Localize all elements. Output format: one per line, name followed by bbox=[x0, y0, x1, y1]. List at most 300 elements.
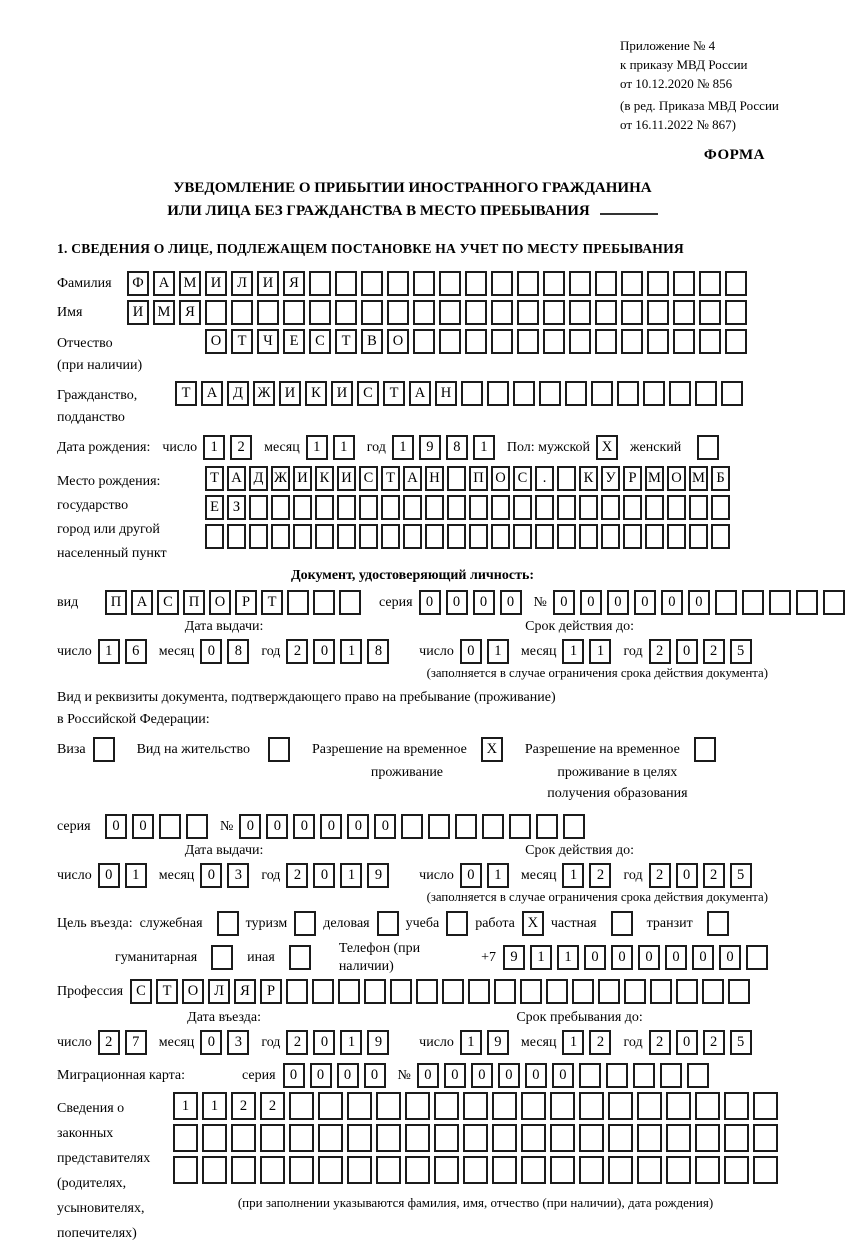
char-box[interactable] bbox=[461, 381, 483, 406]
birthplace-boxes-row1[interactable] bbox=[205, 466, 730, 491]
char-box[interactable] bbox=[347, 1156, 372, 1184]
char-box[interactable] bbox=[557, 524, 576, 549]
char-box[interactable]: Н bbox=[425, 466, 444, 491]
char-box[interactable] bbox=[695, 1124, 720, 1152]
char-box[interactable]: А bbox=[409, 381, 431, 406]
purpose-business-checkbox[interactable] bbox=[377, 911, 399, 936]
profession-boxes[interactable] bbox=[130, 979, 750, 1004]
doc-issue-day-boxes[interactable] bbox=[98, 639, 147, 664]
char-box[interactable]: 0 bbox=[719, 945, 741, 970]
char-box[interactable]: Т bbox=[381, 466, 400, 491]
char-box[interactable] bbox=[173, 1156, 198, 1184]
purpose-work-checkbox[interactable]: X bbox=[522, 911, 544, 936]
char-box[interactable]: К bbox=[305, 381, 327, 406]
char-box[interactable]: 1 bbox=[340, 639, 362, 664]
char-box[interactable] bbox=[695, 1092, 720, 1120]
char-box[interactable] bbox=[624, 979, 646, 1004]
char-box[interactable]: 1 bbox=[306, 435, 328, 460]
char-box[interactable] bbox=[669, 381, 691, 406]
char-box[interactable]: С bbox=[513, 466, 532, 491]
char-box[interactable] bbox=[621, 329, 643, 354]
char-box[interactable] bbox=[335, 300, 357, 325]
char-box[interactable]: Т bbox=[175, 381, 197, 406]
doc-type-boxes[interactable] bbox=[105, 590, 361, 615]
purpose-tourism-checkbox[interactable] bbox=[294, 911, 316, 936]
char-box[interactable] bbox=[647, 300, 669, 325]
char-box[interactable]: 0 bbox=[584, 945, 606, 970]
char-box[interactable] bbox=[724, 1124, 749, 1152]
char-box[interactable]: П bbox=[183, 590, 205, 615]
char-box[interactable] bbox=[637, 1156, 662, 1184]
char-box[interactable]: 0 bbox=[500, 590, 522, 615]
char-box[interactable] bbox=[721, 381, 743, 406]
char-box[interactable] bbox=[595, 271, 617, 296]
char-box[interactable]: 1 bbox=[392, 435, 414, 460]
char-box[interactable] bbox=[563, 814, 585, 839]
char-box[interactable] bbox=[359, 524, 378, 549]
char-box[interactable]: О bbox=[205, 329, 227, 354]
doc-seriya-boxes[interactable] bbox=[419, 590, 522, 615]
char-box[interactable]: О bbox=[387, 329, 409, 354]
char-box[interactable] bbox=[550, 1156, 575, 1184]
char-box[interactable]: 0 bbox=[676, 1030, 698, 1055]
char-box[interactable] bbox=[699, 271, 721, 296]
char-box[interactable] bbox=[491, 271, 513, 296]
doc-valid-day-boxes[interactable] bbox=[460, 639, 509, 664]
char-box[interactable] bbox=[725, 329, 747, 354]
char-box[interactable]: 0 bbox=[310, 1063, 332, 1088]
char-box[interactable]: 0 bbox=[98, 863, 120, 888]
char-box[interactable] bbox=[159, 814, 181, 839]
char-box[interactable] bbox=[442, 979, 464, 1004]
char-box[interactable]: 1 bbox=[460, 1030, 482, 1055]
birth-year-boxes[interactable] bbox=[392, 435, 495, 460]
char-box[interactable]: В bbox=[361, 329, 383, 354]
residence-valid-day-boxes[interactable] bbox=[460, 863, 509, 888]
char-box[interactable]: 0 bbox=[460, 639, 482, 664]
char-box[interactable]: 2 bbox=[260, 1092, 285, 1120]
char-box[interactable]: 1 bbox=[98, 639, 120, 664]
char-box[interactable]: У bbox=[601, 466, 620, 491]
char-box[interactable]: К bbox=[315, 466, 334, 491]
char-box[interactable] bbox=[823, 590, 845, 615]
char-box[interactable] bbox=[257, 300, 279, 325]
char-box[interactable] bbox=[339, 590, 361, 615]
char-box[interactable] bbox=[491, 300, 513, 325]
char-box[interactable]: Ж bbox=[271, 466, 290, 491]
char-box[interactable]: 0 bbox=[200, 639, 222, 664]
char-box[interactable] bbox=[286, 979, 308, 1004]
char-box[interactable] bbox=[608, 1092, 633, 1120]
char-box[interactable]: 2 bbox=[649, 1030, 671, 1055]
char-box[interactable] bbox=[517, 329, 539, 354]
char-box[interactable] bbox=[186, 814, 208, 839]
char-box[interactable]: 0 bbox=[471, 1063, 493, 1088]
char-box[interactable] bbox=[521, 1124, 546, 1152]
char-box[interactable] bbox=[494, 979, 516, 1004]
char-box[interactable] bbox=[491, 524, 510, 549]
char-box[interactable] bbox=[318, 1092, 343, 1120]
char-box[interactable] bbox=[543, 329, 565, 354]
char-box[interactable] bbox=[387, 271, 409, 296]
char-box[interactable] bbox=[260, 1124, 285, 1152]
char-box[interactable] bbox=[469, 524, 488, 549]
char-box[interactable] bbox=[359, 495, 378, 520]
char-box[interactable]: 5 bbox=[730, 863, 752, 888]
char-box[interactable]: 2 bbox=[589, 1030, 611, 1055]
char-box[interactable]: 0 bbox=[460, 863, 482, 888]
char-box[interactable] bbox=[695, 381, 717, 406]
char-box[interactable] bbox=[439, 300, 461, 325]
char-box[interactable] bbox=[205, 524, 224, 549]
char-box[interactable] bbox=[579, 524, 598, 549]
char-box[interactable] bbox=[689, 495, 708, 520]
char-box[interactable] bbox=[315, 495, 334, 520]
residence-num-boxes[interactable] bbox=[239, 814, 585, 839]
char-box[interactable]: 0 bbox=[446, 590, 468, 615]
char-box[interactable]: 9 bbox=[487, 1030, 509, 1055]
char-box[interactable] bbox=[202, 1124, 227, 1152]
char-box[interactable]: 2 bbox=[98, 1030, 120, 1055]
residence-valid-year-boxes[interactable] bbox=[649, 863, 752, 888]
char-box[interactable] bbox=[725, 300, 747, 325]
char-box[interactable]: И bbox=[293, 466, 312, 491]
char-box[interactable]: 1 bbox=[589, 639, 611, 664]
purpose-humanitarian-checkbox[interactable] bbox=[211, 945, 233, 970]
char-box[interactable] bbox=[637, 1092, 662, 1120]
char-box[interactable]: 8 bbox=[367, 639, 389, 664]
char-box[interactable]: 1 bbox=[203, 435, 225, 460]
char-box[interactable] bbox=[543, 300, 565, 325]
char-box[interactable]: З bbox=[227, 495, 246, 520]
char-box[interactable]: 0 bbox=[661, 590, 683, 615]
char-box[interactable]: Т bbox=[231, 329, 253, 354]
char-box[interactable]: 0 bbox=[676, 639, 698, 664]
char-box[interactable]: М bbox=[645, 466, 664, 491]
char-box[interactable]: И bbox=[205, 271, 227, 296]
purpose-official-checkbox[interactable] bbox=[217, 911, 239, 936]
char-box[interactable] bbox=[753, 1124, 778, 1152]
guardians-boxes-row3[interactable] bbox=[173, 1156, 778, 1184]
char-box[interactable]: 0 bbox=[607, 590, 629, 615]
char-box[interactable]: 2 bbox=[230, 435, 252, 460]
char-box[interactable]: 1 bbox=[173, 1092, 198, 1120]
char-box[interactable]: 0 bbox=[444, 1063, 466, 1088]
char-box[interactable]: 0 bbox=[132, 814, 154, 839]
name-boxes[interactable] bbox=[127, 300, 747, 325]
char-box[interactable] bbox=[468, 979, 490, 1004]
char-box[interactable] bbox=[753, 1156, 778, 1184]
char-box[interactable] bbox=[227, 524, 246, 549]
char-box[interactable]: П bbox=[469, 466, 488, 491]
char-box[interactable]: 0 bbox=[200, 1030, 222, 1055]
char-box[interactable] bbox=[403, 495, 422, 520]
char-box[interactable] bbox=[637, 1124, 662, 1152]
char-box[interactable] bbox=[699, 300, 721, 325]
char-box[interactable] bbox=[753, 1092, 778, 1120]
char-box[interactable]: 2 bbox=[703, 863, 725, 888]
char-box[interactable] bbox=[439, 329, 461, 354]
char-box[interactable] bbox=[536, 814, 558, 839]
migration-seriya-boxes[interactable] bbox=[283, 1063, 386, 1088]
char-box[interactable] bbox=[617, 381, 639, 406]
char-box[interactable]: 0 bbox=[200, 863, 222, 888]
char-box[interactable]: 1 bbox=[487, 639, 509, 664]
char-box[interactable]: 2 bbox=[286, 863, 308, 888]
char-box[interactable] bbox=[557, 495, 576, 520]
residence-issue-year-boxes[interactable] bbox=[286, 863, 389, 888]
char-box[interactable]: 0 bbox=[266, 814, 288, 839]
char-box[interactable]: 1 bbox=[473, 435, 495, 460]
char-box[interactable] bbox=[487, 381, 509, 406]
char-box[interactable]: 8 bbox=[446, 435, 468, 460]
char-box[interactable]: 9 bbox=[503, 945, 525, 970]
char-box[interactable]: А bbox=[153, 271, 175, 296]
char-box[interactable] bbox=[315, 524, 334, 549]
char-box[interactable]: 0 bbox=[552, 1063, 574, 1088]
char-box[interactable] bbox=[455, 814, 477, 839]
char-box[interactable] bbox=[645, 524, 664, 549]
char-box[interactable] bbox=[205, 300, 227, 325]
char-box[interactable]: С bbox=[157, 590, 179, 615]
char-box[interactable] bbox=[711, 524, 730, 549]
char-box[interactable] bbox=[509, 814, 531, 839]
char-box[interactable]: О bbox=[667, 466, 686, 491]
char-box[interactable] bbox=[309, 271, 331, 296]
char-box[interactable] bbox=[287, 590, 309, 615]
char-box[interactable] bbox=[465, 300, 487, 325]
char-box[interactable]: 2 bbox=[649, 863, 671, 888]
char-box[interactable] bbox=[492, 1124, 517, 1152]
stay-day-boxes[interactable] bbox=[460, 1030, 509, 1055]
char-box[interactable]: 0 bbox=[313, 639, 335, 664]
char-box[interactable] bbox=[715, 590, 737, 615]
char-box[interactable]: 1 bbox=[562, 639, 584, 664]
citizenship-boxes[interactable] bbox=[175, 381, 743, 406]
char-box[interactable] bbox=[724, 1092, 749, 1120]
char-box[interactable]: Б bbox=[711, 466, 730, 491]
birthplace-boxes-row2[interactable] bbox=[205, 495, 730, 520]
char-box[interactable] bbox=[687, 1063, 709, 1088]
birth-day-boxes[interactable] bbox=[203, 435, 252, 460]
char-box[interactable]: 0 bbox=[417, 1063, 439, 1088]
char-box[interactable]: 9 bbox=[367, 1030, 389, 1055]
char-box[interactable] bbox=[347, 1124, 372, 1152]
char-box[interactable] bbox=[492, 1092, 517, 1120]
char-box[interactable] bbox=[231, 300, 253, 325]
char-box[interactable] bbox=[569, 271, 591, 296]
stay-year-boxes[interactable] bbox=[649, 1030, 752, 1055]
char-box[interactable] bbox=[376, 1092, 401, 1120]
char-box[interactable] bbox=[338, 979, 360, 1004]
char-box[interactable] bbox=[535, 524, 554, 549]
char-box[interactable]: 0 bbox=[688, 590, 710, 615]
char-box[interactable] bbox=[361, 271, 383, 296]
char-box[interactable] bbox=[364, 979, 386, 1004]
char-box[interactable] bbox=[666, 1124, 691, 1152]
char-box[interactable] bbox=[579, 1092, 604, 1120]
char-box[interactable] bbox=[447, 495, 466, 520]
char-box[interactable] bbox=[465, 329, 487, 354]
char-box[interactable]: 1 bbox=[562, 863, 584, 888]
char-box[interactable] bbox=[660, 1063, 682, 1088]
char-box[interactable] bbox=[403, 524, 422, 549]
char-box[interactable]: 0 bbox=[553, 590, 575, 615]
sex-female-checkbox[interactable] bbox=[697, 435, 719, 460]
temp-residence-education-checkbox[interactable] bbox=[694, 737, 716, 762]
char-box[interactable]: А bbox=[403, 466, 422, 491]
char-box[interactable]: 9 bbox=[419, 435, 441, 460]
purpose-other-checkbox[interactable] bbox=[289, 945, 311, 970]
char-box[interactable]: 1 bbox=[340, 1030, 362, 1055]
char-box[interactable]: 2 bbox=[231, 1092, 256, 1120]
char-box[interactable] bbox=[231, 1124, 256, 1152]
char-box[interactable] bbox=[689, 524, 708, 549]
char-box[interactable]: 1 bbox=[530, 945, 552, 970]
char-box[interactable] bbox=[598, 979, 620, 1004]
char-box[interactable] bbox=[645, 495, 664, 520]
char-box[interactable]: Т bbox=[205, 466, 224, 491]
char-box[interactable] bbox=[673, 329, 695, 354]
char-box[interactable] bbox=[591, 381, 613, 406]
char-box[interactable] bbox=[439, 271, 461, 296]
char-box[interactable] bbox=[699, 329, 721, 354]
char-box[interactable]: М bbox=[179, 271, 201, 296]
char-box[interactable]: К bbox=[579, 466, 598, 491]
char-box[interactable] bbox=[550, 1092, 575, 1120]
purpose-study-checkbox[interactable] bbox=[446, 911, 468, 936]
char-box[interactable] bbox=[579, 1124, 604, 1152]
guardians-boxes-row2[interactable] bbox=[173, 1124, 778, 1152]
char-box[interactable] bbox=[702, 979, 724, 1004]
char-box[interactable]: Т bbox=[383, 381, 405, 406]
char-box[interactable]: 3 bbox=[227, 1030, 249, 1055]
char-box[interactable]: 0 bbox=[374, 814, 396, 839]
char-box[interactable] bbox=[463, 1092, 488, 1120]
char-box[interactable]: 1 bbox=[557, 945, 579, 970]
char-box[interactable] bbox=[347, 1092, 372, 1120]
char-box[interactable] bbox=[621, 300, 643, 325]
birth-month-boxes[interactable] bbox=[306, 435, 355, 460]
char-box[interactable] bbox=[381, 495, 400, 520]
char-box[interactable] bbox=[173, 1124, 198, 1152]
char-box[interactable]: 7 bbox=[125, 1030, 147, 1055]
char-box[interactable] bbox=[413, 300, 435, 325]
char-box[interactable] bbox=[376, 1156, 401, 1184]
char-box[interactable]: 0 bbox=[293, 814, 315, 839]
char-box[interactable] bbox=[667, 524, 686, 549]
char-box[interactable]: 0 bbox=[347, 814, 369, 839]
char-box[interactable] bbox=[539, 381, 561, 406]
char-box[interactable]: 9 bbox=[367, 863, 389, 888]
char-box[interactable]: Ч bbox=[257, 329, 279, 354]
char-box[interactable] bbox=[673, 271, 695, 296]
char-box[interactable] bbox=[434, 1156, 459, 1184]
char-box[interactable]: А bbox=[131, 590, 153, 615]
char-box[interactable] bbox=[796, 590, 818, 615]
char-box[interactable] bbox=[447, 524, 466, 549]
migration-num-boxes[interactable] bbox=[417, 1063, 709, 1088]
char-box[interactable] bbox=[482, 814, 504, 839]
char-box[interactable]: Р bbox=[623, 466, 642, 491]
char-box[interactable]: 2 bbox=[703, 639, 725, 664]
char-box[interactable] bbox=[601, 495, 620, 520]
char-box[interactable] bbox=[579, 1063, 601, 1088]
char-box[interactable]: 0 bbox=[525, 1063, 547, 1088]
char-box[interactable] bbox=[469, 495, 488, 520]
char-box[interactable] bbox=[608, 1156, 633, 1184]
char-box[interactable] bbox=[579, 1156, 604, 1184]
char-box[interactable]: С bbox=[309, 329, 331, 354]
char-box[interactable] bbox=[387, 300, 409, 325]
char-box[interactable] bbox=[428, 814, 450, 839]
char-box[interactable]: Т bbox=[156, 979, 178, 1004]
char-box[interactable] bbox=[601, 524, 620, 549]
char-box[interactable] bbox=[535, 495, 554, 520]
char-box[interactable]: 0 bbox=[676, 863, 698, 888]
char-box[interactable] bbox=[769, 590, 791, 615]
char-box[interactable]: Р bbox=[235, 590, 257, 615]
char-box[interactable] bbox=[405, 1124, 430, 1152]
char-box[interactable] bbox=[434, 1092, 459, 1120]
char-box[interactable]: Н bbox=[435, 381, 457, 406]
char-box[interactable]: 0 bbox=[692, 945, 714, 970]
char-box[interactable]: 2 bbox=[589, 863, 611, 888]
char-box[interactable] bbox=[492, 1156, 517, 1184]
char-box[interactable] bbox=[595, 329, 617, 354]
char-box[interactable]: С bbox=[359, 466, 378, 491]
char-box[interactable] bbox=[313, 590, 335, 615]
char-box[interactable] bbox=[405, 1156, 430, 1184]
stay-month-boxes[interactable] bbox=[562, 1030, 611, 1055]
char-box[interactable] bbox=[550, 1124, 575, 1152]
char-box[interactable] bbox=[231, 1156, 256, 1184]
birthplace-boxes-row3[interactable] bbox=[205, 524, 730, 549]
char-box[interactable]: 5 bbox=[730, 639, 752, 664]
char-box[interactable] bbox=[293, 524, 312, 549]
char-box[interactable] bbox=[513, 524, 532, 549]
char-box[interactable] bbox=[557, 466, 576, 491]
char-box[interactable] bbox=[543, 271, 565, 296]
char-box[interactable] bbox=[401, 814, 423, 839]
char-box[interactable] bbox=[728, 979, 750, 1004]
char-box[interactable]: С bbox=[357, 381, 379, 406]
char-box[interactable]: 2 bbox=[703, 1030, 725, 1055]
char-box[interactable] bbox=[517, 271, 539, 296]
char-box[interactable]: 0 bbox=[105, 814, 127, 839]
char-box[interactable] bbox=[521, 1092, 546, 1120]
char-box[interactable]: 0 bbox=[580, 590, 602, 615]
char-box[interactable] bbox=[202, 1156, 227, 1184]
char-box[interactable]: П bbox=[105, 590, 127, 615]
char-box[interactable] bbox=[337, 524, 356, 549]
char-box[interactable]: И bbox=[279, 381, 301, 406]
char-box[interactable]: Я bbox=[283, 271, 305, 296]
char-box[interactable] bbox=[565, 381, 587, 406]
char-box[interactable] bbox=[318, 1124, 343, 1152]
purpose-transit-checkbox[interactable] bbox=[707, 911, 729, 936]
char-box[interactable] bbox=[271, 524, 290, 549]
char-box[interactable] bbox=[742, 590, 764, 615]
char-box[interactable] bbox=[666, 1092, 691, 1120]
char-box[interactable] bbox=[676, 979, 698, 1004]
char-box[interactable] bbox=[647, 271, 669, 296]
char-box[interactable]: 0 bbox=[665, 945, 687, 970]
residence-issue-month-boxes[interactable] bbox=[200, 863, 249, 888]
char-box[interactable]: 1 bbox=[202, 1092, 227, 1120]
doc-valid-year-boxes[interactable] bbox=[649, 639, 752, 664]
char-box[interactable]: 0 bbox=[320, 814, 342, 839]
